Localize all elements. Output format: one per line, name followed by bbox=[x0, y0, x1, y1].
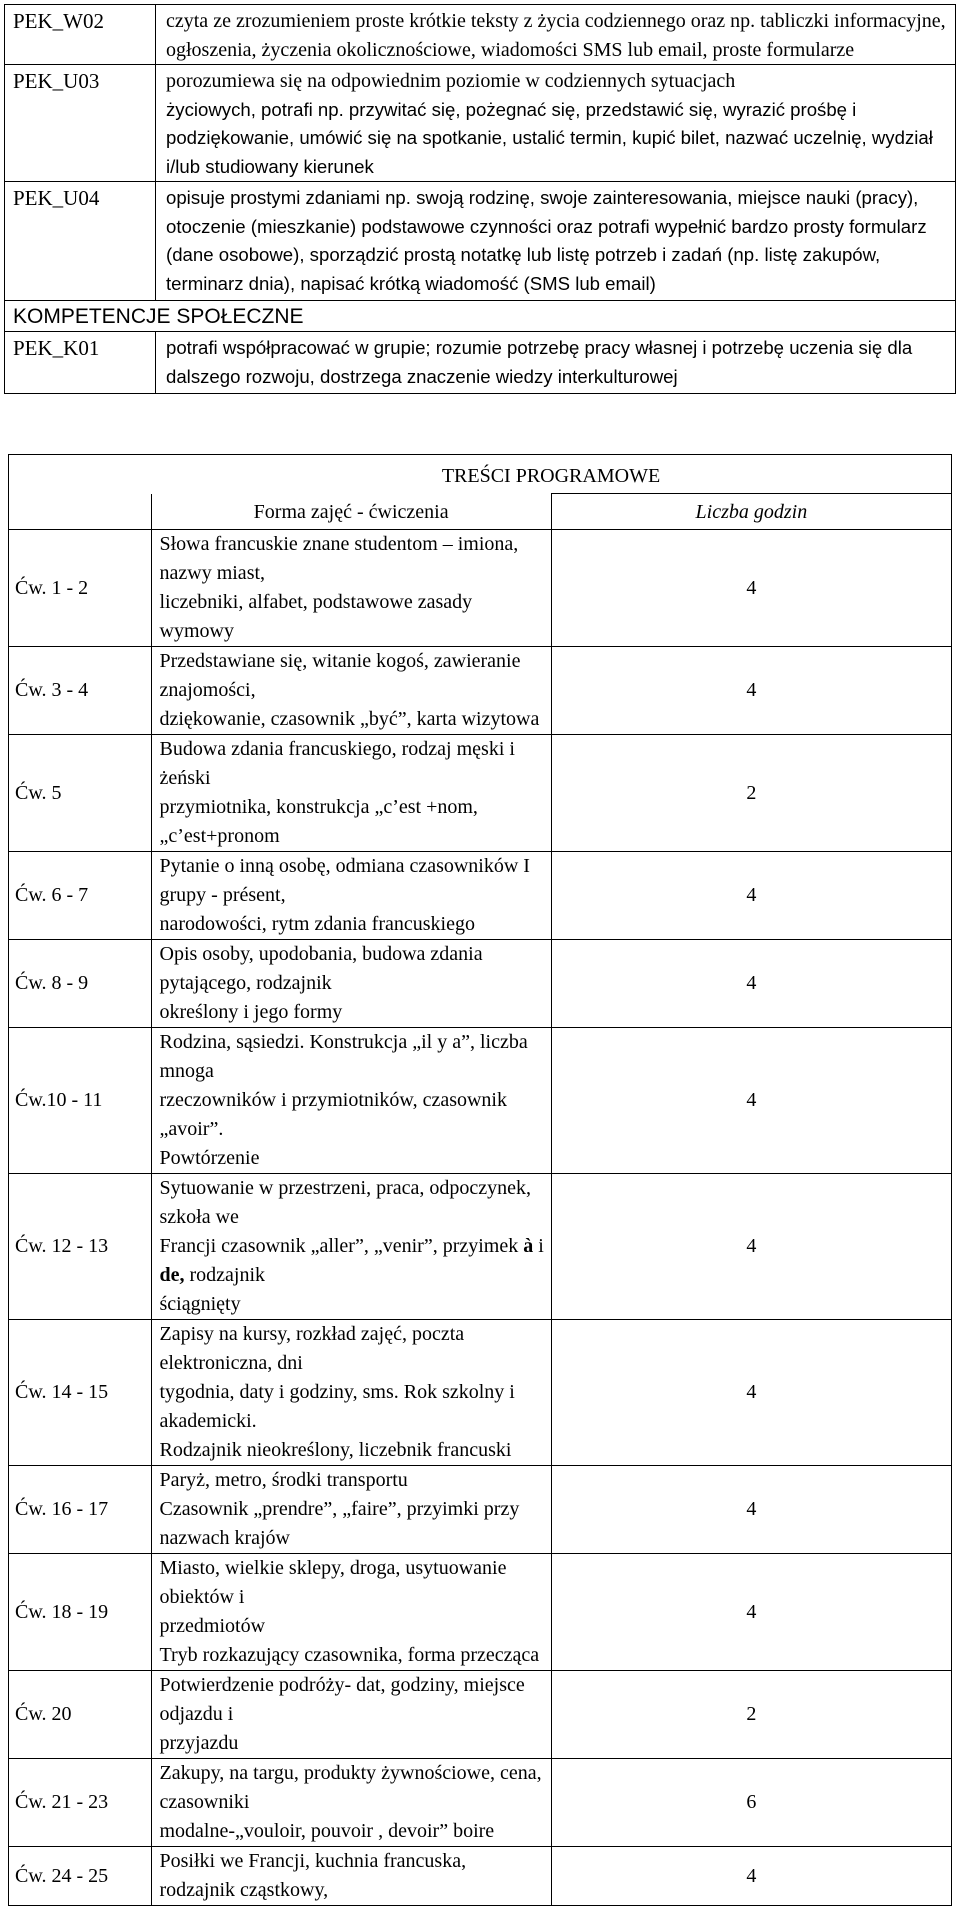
topic-line: Rodzina, sąsiedzi. Konstrukcja „il y a”, liczba mnoga bbox=[159, 1031, 528, 1082]
hours: 4 bbox=[551, 1174, 951, 1320]
program-row bbox=[9, 735, 952, 852]
outcome-description-line: porozumiewa się na odpowiednim poziomie w codziennych sytuacjach bbox=[166, 70, 736, 92]
topic-line: i bbox=[533, 1235, 544, 1257]
exercise-number: Ćw. 24 - 25 bbox=[9, 1847, 152, 1906]
competences-heading-row bbox=[5, 301, 956, 332]
topic-line: określony i jego formy bbox=[159, 1001, 343, 1023]
topic-line: dziękowanie, czasownik „być”, karta wizytowa bbox=[159, 708, 540, 730]
topic-line: Paryż, metro, środki transportu bbox=[159, 1469, 408, 1491]
topic bbox=[151, 530, 551, 647]
hours: 4 bbox=[551, 1554, 951, 1671]
topic-line: Zakupy, na targu, produkty żywnościowe, cena, czasowniki bbox=[159, 1762, 542, 1813]
blank-cell bbox=[9, 494, 152, 530]
outcome-code: PEK_K01 bbox=[5, 332, 156, 394]
hours: 4 bbox=[551, 647, 951, 735]
topic-line: Francji czasownik „aller”, „venir”, przyimek bbox=[159, 1235, 524, 1257]
topic-line: Przedstawiane się, witanie kogoś, zawieranie znajomości, bbox=[159, 650, 521, 701]
program-row bbox=[9, 1759, 952, 1847]
hours: 4 bbox=[551, 1028, 951, 1174]
exercise-number: Ćw. 6 - 7 bbox=[9, 852, 152, 940]
exercise-number: Ćw. 8 - 9 bbox=[9, 940, 152, 1028]
section-heading: KOMPETENCJE SPOŁECZNE bbox=[5, 301, 956, 332]
topic-line: rzeczowników i przymiotników, czasownik „avoir”. bbox=[159, 1089, 507, 1140]
topic-line: Zapisy na kursy, rozkład zajęć, poczta elektroniczna, dni bbox=[159, 1323, 465, 1374]
topic-line: liczebniki, alfabet, podstawowe zasady wymowy bbox=[159, 591, 473, 642]
topic-line: Czasownik „prendre”, „faire”, przyimki przy nazwach krajów bbox=[159, 1498, 520, 1549]
forma-label: Forma zajęć bbox=[253, 500, 352, 523]
program-table bbox=[8, 454, 952, 1906]
outcome-row bbox=[5, 5, 956, 65]
outcome-description: czyta ze zrozumieniem proste krótkie teksty z życia codziennego oraz np. tabliczki informacyjne, ogłoszenia, życzenia okolicznościowe, wiadomości SMS lub email, proste formularze bbox=[156, 5, 956, 65]
hours: 2 bbox=[551, 1671, 951, 1759]
exercise-number: Ćw. 1 - 2 bbox=[9, 530, 152, 647]
topic bbox=[151, 735, 551, 852]
topic bbox=[151, 647, 551, 735]
topic-line: Sytuowanie w przestrzeni, praca, odpoczynek, szkoła we bbox=[159, 1177, 532, 1228]
topic-line: narodowości, rytm zdania francuskiego bbox=[159, 913, 475, 935]
hours-header: Liczba godzin bbox=[551, 494, 951, 530]
program-title: TREŚCI PROGRAMOWE bbox=[151, 455, 952, 494]
outcome-code: PEK_U03 bbox=[5, 65, 156, 182]
topic bbox=[151, 1320, 551, 1466]
learning-outcomes-table bbox=[4, 4, 956, 394]
hours: 4 bbox=[551, 940, 951, 1028]
hours: 4 bbox=[551, 852, 951, 940]
program-header-row bbox=[9, 494, 952, 530]
topic-line: Tryb rozkazujący czasownika, forma przecząca bbox=[159, 1644, 540, 1666]
outcome-code: PEK_W02 bbox=[5, 5, 156, 65]
topic-bold: à bbox=[523, 1235, 534, 1257]
topic-line: Powtórzenie bbox=[159, 1147, 260, 1169]
hours: 4 bbox=[551, 1847, 951, 1906]
exercise-number: Ćw. 12 - 13 bbox=[9, 1174, 152, 1320]
exercise-number: Ćw. 16 - 17 bbox=[9, 1466, 152, 1554]
outcome-description: potrafi współpracować w grupie; rozumie potrzebę pracy własnej i potrzebę uczenia się dla dalszego rozwoju, dostrzega znaczenie wiedzy interkulturowej bbox=[156, 332, 956, 394]
hours: 4 bbox=[551, 530, 951, 647]
program-row bbox=[9, 1028, 952, 1174]
exercise-number: Ćw. 18 - 19 bbox=[9, 1554, 152, 1671]
topic-line: Potwierdzenie podróży- dat, godziny, miejsce odjazdu i bbox=[159, 1674, 525, 1725]
program-row bbox=[9, 852, 952, 940]
exercise-number: Ćw.10 - 11 bbox=[9, 1028, 152, 1174]
topic-line: Słowa francuskie znane studentom – imiona, nazwy miast, bbox=[159, 533, 519, 584]
topic-line: ściągnięty bbox=[159, 1293, 241, 1315]
program-row bbox=[9, 1466, 952, 1554]
program-row bbox=[9, 647, 952, 735]
topic bbox=[151, 1554, 551, 1671]
topic bbox=[151, 1466, 551, 1554]
outcome-description bbox=[156, 65, 956, 182]
hours: 4 bbox=[551, 1320, 951, 1466]
exercise-number: Ćw. 14 - 15 bbox=[9, 1320, 152, 1466]
topic bbox=[151, 852, 551, 940]
outcome-row bbox=[5, 182, 956, 301]
topic bbox=[151, 1028, 551, 1174]
program-title-row bbox=[9, 455, 952, 494]
topic-line: Rodzajnik nieokreślony, liczebnik francuski bbox=[159, 1439, 512, 1461]
topic-line: Opis osoby, upodobania, budowa zdania pytającego, rodzajnik bbox=[159, 943, 483, 994]
topic-line: modalne-„vouloir, pouvoir , devoir” boire bbox=[159, 1820, 495, 1842]
program-row bbox=[9, 940, 952, 1028]
topic-line: Miasto, wielkie sklepy, droga, usytuowanie obiektów i bbox=[159, 1557, 507, 1608]
outcome-description-rest: życiowych, potrafi np. przywitać się, pożegnać się, przedstawić się, wyrazić prośbę i podziękowanie, umówić się na spotkanie, ustalić termin, kupić bilet, nazwać uczelnię, wydział i/lub studiowany kierunek bbox=[166, 98, 933, 177]
forma-value: ćwiczenia bbox=[368, 500, 449, 523]
forma-header bbox=[151, 494, 551, 530]
exercise-number: Ćw. 20 bbox=[9, 1671, 152, 1759]
topic bbox=[151, 1759, 551, 1847]
topic bbox=[151, 1847, 551, 1906]
program-row bbox=[9, 1554, 952, 1671]
blank-cell bbox=[9, 455, 152, 494]
exercise-number: Ćw. 5 bbox=[9, 735, 152, 852]
exercise-number: Ćw. 21 - 23 bbox=[9, 1759, 152, 1847]
topic bbox=[151, 1671, 551, 1759]
topic bbox=[151, 940, 551, 1028]
topic-bold: de, bbox=[159, 1264, 185, 1286]
program-row bbox=[9, 1671, 952, 1759]
topic-line: przyjazdu bbox=[159, 1732, 239, 1754]
topic bbox=[151, 1174, 551, 1320]
topic-line: przedmiotów bbox=[159, 1615, 266, 1637]
forma-dash: - bbox=[356, 500, 364, 523]
outcome-row bbox=[5, 332, 956, 394]
topic-line: tygodnia, daty i godziny, sms. Rok szkolny i akademicki. bbox=[159, 1381, 515, 1432]
program-row bbox=[9, 1174, 952, 1320]
topic-line: rodzajnik bbox=[184, 1264, 266, 1286]
program-row bbox=[9, 1847, 952, 1906]
outcome-row bbox=[5, 65, 956, 182]
program-row bbox=[9, 1320, 952, 1466]
exercise-number: Ćw. 3 - 4 bbox=[9, 647, 152, 735]
topic-line: Pytanie o inną osobę, odmiana czasowników I grupy - présent, bbox=[159, 855, 530, 906]
hours: 4 bbox=[551, 1466, 951, 1554]
outcome-description: opisuje prostymi zdaniami np. swoją rodzinę, swoje zainteresowania, miejsce nauki (pracy), otoczenie (mieszkanie) podstawowe czynności oraz potrafi wypełnić bardzo prosty formularz (dane osobowe), sporządzić prostą notatkę lub listę potrzeb i zadań (np. listę zakupów, terminarz dnia), napisać krótką wiadomość (SMS lub email) bbox=[156, 182, 956, 301]
topic-line: Posiłki we Francji, kuchnia francuska, rodzajnik cząstkowy, bbox=[159, 1850, 467, 1901]
hours: 2 bbox=[551, 735, 951, 852]
outcome-code: PEK_U04 bbox=[5, 182, 156, 301]
hours: 6 bbox=[551, 1759, 951, 1847]
topic-line: przymiotnika, konstrukcja „c’est +nom, „c’est+pronom bbox=[159, 796, 478, 847]
program-row bbox=[9, 530, 952, 647]
topic-line: Budowa zdania francuskiego, rodzaj męski i żeński bbox=[159, 738, 515, 789]
